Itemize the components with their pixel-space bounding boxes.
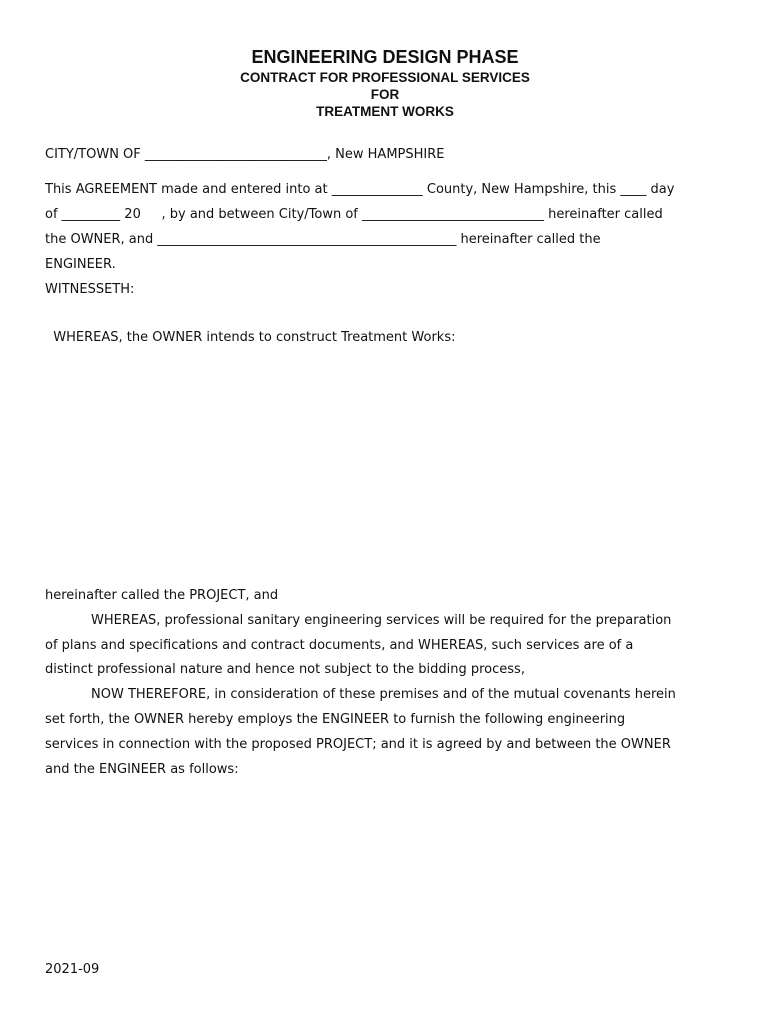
project-line-4: distinct professional nature and hence not subject to the bidding process, xyxy=(45,662,525,677)
document-subtitle-for: FOR xyxy=(370,87,400,102)
city-town-line: CITY/TOWN OF ____________________________, New HAMPSHIRE xyxy=(45,147,445,162)
whereas-construct-line: WHEREAS, the OWNER intends to construct Treatment Works: xyxy=(45,330,456,345)
agreement-line-2: of _________ 20 , by and between City/Town of ____________________________ hereinafter called xyxy=(45,207,663,222)
agreement-line-1: This AGREEMENT made and entered into at ______________ County, New Hampshire, this ____ day xyxy=(45,182,675,197)
project-line-3: of plans and specifications and contract documents, and WHEREAS, such services are of a xyxy=(45,638,634,653)
document-title: ENGINEERING DESIGN PHASE xyxy=(251,47,519,67)
agreement-line-4: ENGINEER. xyxy=(45,257,116,272)
project-line-7: services in connection with the proposed PROJECT; and it is agreed by and between the OWNER xyxy=(45,737,671,752)
document-subtitle-contract: CONTRACT FOR PROFESSIONAL SERVICES xyxy=(240,70,530,85)
revision-date: 2021-09 xyxy=(45,962,100,977)
witnesseth-heading: WITNESSETH: xyxy=(45,282,135,297)
project-line-5: NOW THEREFORE, in consideration of these premises and of the mutual covenants herein xyxy=(91,687,676,702)
project-line-1: hereinafter called the PROJECT, and xyxy=(45,588,279,603)
project-line-6: set forth, the OWNER hereby employs the ENGINEER to furnish the following engineering xyxy=(45,712,626,727)
agreement-line-3: the OWNER, and ______________________________________________ hereinafter called the xyxy=(45,232,601,247)
document-subtitle-treatment: TREATMENT WORKS xyxy=(316,104,454,119)
project-line-8: and the ENGINEER as follows: xyxy=(45,762,239,777)
project-line-2: WHEREAS, professional sanitary engineering services will be required for the preparation xyxy=(91,613,672,628)
